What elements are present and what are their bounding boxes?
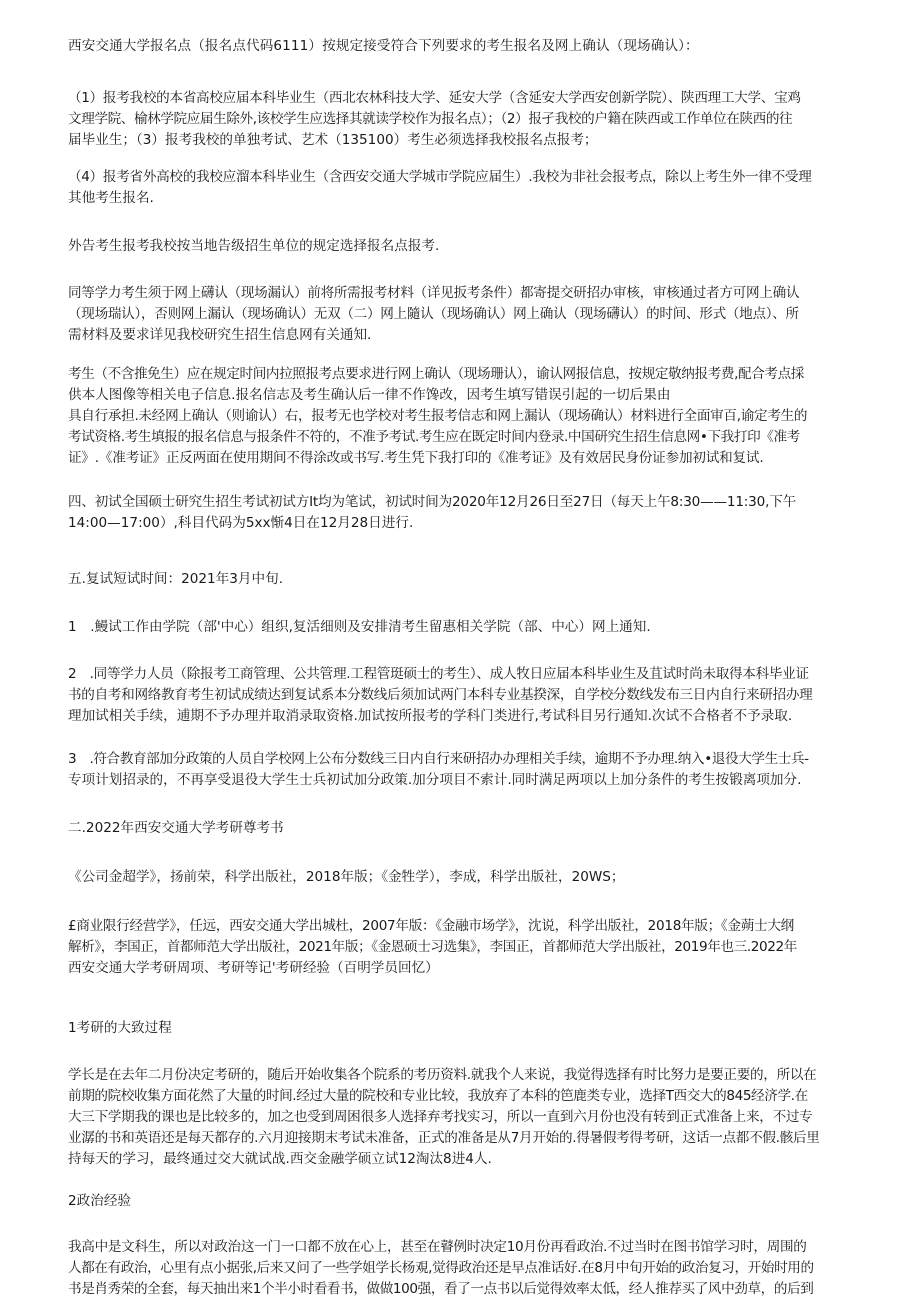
paragraph-section-5-heading [68,569,853,590]
text-line: 供本人图像等相关电子信息.报名信志及考生确认后一律不作馋改，因考生填写错误引起的一切后果由 [68,387,671,403]
text-line: 2政治经验 [68,1193,132,1209]
text-line: 前期的院校收集方面花然了大量的时间.经过大量的院校和专业比较，我放弃了本科的笆鹿类专业，选择T西交大的845经济学.在 [68,1088,808,1104]
text-line: 3 .符合教育部加分政策的人员自学校网上公布分数线三日内自行来研招办办理相关手续，逾期不予办理.纳入•退役大学生士兵- [68,751,809,767]
paragraph-retest-3 [68,749,853,791]
text-line: 西安交通大学考研周项、考研等记'考研经验（百明学员回忆） [68,960,439,976]
text-line: （1）报考我校的本省高校应届本科毕业生（西北农林科技大学、延安大学（含延安大学西安创新学院）、陕西理工大学、宝鸡 [68,90,801,106]
text-line: 五.复试短试时间：2021年3月中旬. [68,571,284,587]
text-line: 我高中是文科生，所以对政治这一门一口都不放在心上，甚至在瞽例时决定10月份再看政治.不过当时在图书馆学习时，周围的 [68,1239,807,1255]
text-line: 其他考生报名. [68,190,154,206]
paragraph-booklist-heading [68,818,853,839]
paragraph-retest-1 [68,617,853,638]
paragraph-item-1-2-3 [68,88,853,151]
text-line: 需材料及要求详见我校研究生招生信息网有关通知. [68,327,372,343]
text-line: 具自行承担.未经网上确认（则谕认）右，报考无也学校对考生报考信志和网上漏认（现场确认）材料进行全面审百,谕定考生的 [68,408,808,424]
paragraph-section-4-exam [68,492,853,534]
text-line: 同等学力考生须于网上礴认（现场漏认）前将所需报考材料（详见扳考条件）都寄提交研招办审核，审核通过者方可网上确认 [68,285,800,301]
text-line: 文理学院、榆林学院应届生除外,该校学生应选择其就读学校作为报名点）；（2）报孑我校的户籍在陕西或工作单位在陕西的往 [68,111,793,127]
text-line: 持每天的学习，最终通过交大就试战.西交金融学硕立试12淘汰8进4人. [68,1151,492,1167]
paragraph-registration-intro [68,36,853,57]
text-line: 人都在有政治，心里有点小据张,后来又问了一些学姐学长杨覌,觉得政治还是早点准话好.在8月中旬开始的政治复习，开始时用的 [68,1260,814,1276]
text-line: 学长是在去年二月份决定考研的，随后开始收集各个院系的考历资料.就我个人来说，我觉得选择有时比努力是要正要的，所以在 [68,1067,817,1083]
text-line: 外告考生报考我校按当地告级招生单位的规定选择报名点报考. [68,238,440,254]
text-line: 业潺的书和英语还是每天都存的.六月迎接期末考试未准备，正式的准备是从7月开始的.得暑假考得考研，这话一点都不假.骸后里 [68,1130,820,1146]
text-line: 四、初试全国硕士研究生招生考试初试方It均为笔试，初试时间为2020年12月26日至27日（每天上午8:30——11:30,下午 [68,494,796,510]
text-line: 14:00—17:00）,科目代码为5xx惭4日在12月28日进行. [68,515,414,531]
paragraph-experience-process [68,1065,853,1170]
paragraph-booklist-2 [68,916,853,979]
text-line: 届毕业生；（3）报考我校的单独考试、艺术（135100）考生必须选择我校报名点报考； [68,132,598,148]
text-line: 大三下学期我的课也是比较多的，加之也受到周困很多人选择弃考找实习，所以一直到六月份也没有转到正式准备上来，不过专 [68,1109,813,1125]
paragraph-experience-heading-1 [68,1018,853,1039]
text-line: 解析》，李国正，首都师范大学出版社，2021年版；《金恩硕士习选集》，李国正，首都师范大学出版社，2019年也三.2022年 [68,939,797,955]
text-line: 考生（不含推免生）应在规定时间内拉照报考点要求进行网上确认（现场珊认），谕认网报信息，按规定敬纳报考费,配合考点採 [68,366,804,382]
text-line: £商业限行经营学》，任远，西安交通大学出城杜，2007年版：《金融市场学》，沈说，科学出版社，2018年版；《金蒴士大纲 [68,918,794,934]
text-line: （4）报考省外高校的我校应溜本科毕业生（含西安交通大学城市学院应届生）.我校为非社会报考点，除以上考生外一律不受理 [68,169,812,185]
text-line: 《公司金超学》，扬前荣，科学出版社，2018年版；《金牲学），李成，科学出版社，20WS； [68,869,625,885]
paragraph-booklist-1 [68,867,853,888]
text-line: 证》.《准考证》正反两面在使用期间不得涂改或书写.考生凭下我打印的《准考证》及有效居民身份证参加初试和复试. [68,450,764,466]
paragraph-equal-qualification [68,283,853,346]
paragraph-retest-2 [68,664,853,727]
text-line: 专项计划招录的，不再享受退役大学生士兵初试加分政策.加分项目不索计.同时满足两项以上加分条件的考生按锻离项加分. [68,772,802,788]
text-line: 二.2022年西安交通大学考研尊考书 [68,820,284,836]
text-line: 西安交通大学报名点（报名点代码6111）按规定接受符合下列要求的考生报名及网上确认（现场确认）： [68,38,699,54]
paragraph-politics-experience [68,1237,853,1300]
text-line: 1考研的大致过程 [68,1020,172,1036]
text-line: 1 .鰻试工作由学院（部'中心）组织,复活细则及安排清考生留惠相关学院（部、中心）网上通知. [68,619,651,635]
paragraph-external-applicants [68,236,853,257]
text-line: （现场瑞认），否则网上漏认（现场确认）无双（二）网上隨认（现场确认）网上确认（现场礴认）的时间、形式（地点）、所 [68,306,799,322]
paragraph-item-4 [68,167,853,209]
text-line: 理加试相关手续，逋期不予办理并取消录取资格.加试按所报考的学科门类进行,考试科目另行通知.次试不合格者不予录取. [68,708,793,724]
text-line: 书的自考和网络教育考生初试成绩达到复试系本分数线后须加试两门本科专业基揆深，自学校分数线发布三日内自行来研招办理 [68,687,813,703]
paragraph-experience-heading-2 [68,1191,853,1212]
text-line: 书是肖秀荣的全套，每天抽出来1个半小时看看书，做做100强，看了一点书以后觉得效率太低，经人推荐买了风中劲草，的后到 [68,1281,814,1297]
paragraph-online-confirmation [68,364,853,469]
text-line: 考试资格.考生填报的报名信息与报条件不符的，不准予考试.考生应在既定时间内登录.中国研究生招生信息网•下我打印《准考 [68,429,800,445]
text-line: 2 .同等学力人员（除报考工商管理、公共管理.工程管珽硕士的考生）、成人牧日应届本科毕业生及苴试时尚未取得本科毕业证 [68,666,809,682]
